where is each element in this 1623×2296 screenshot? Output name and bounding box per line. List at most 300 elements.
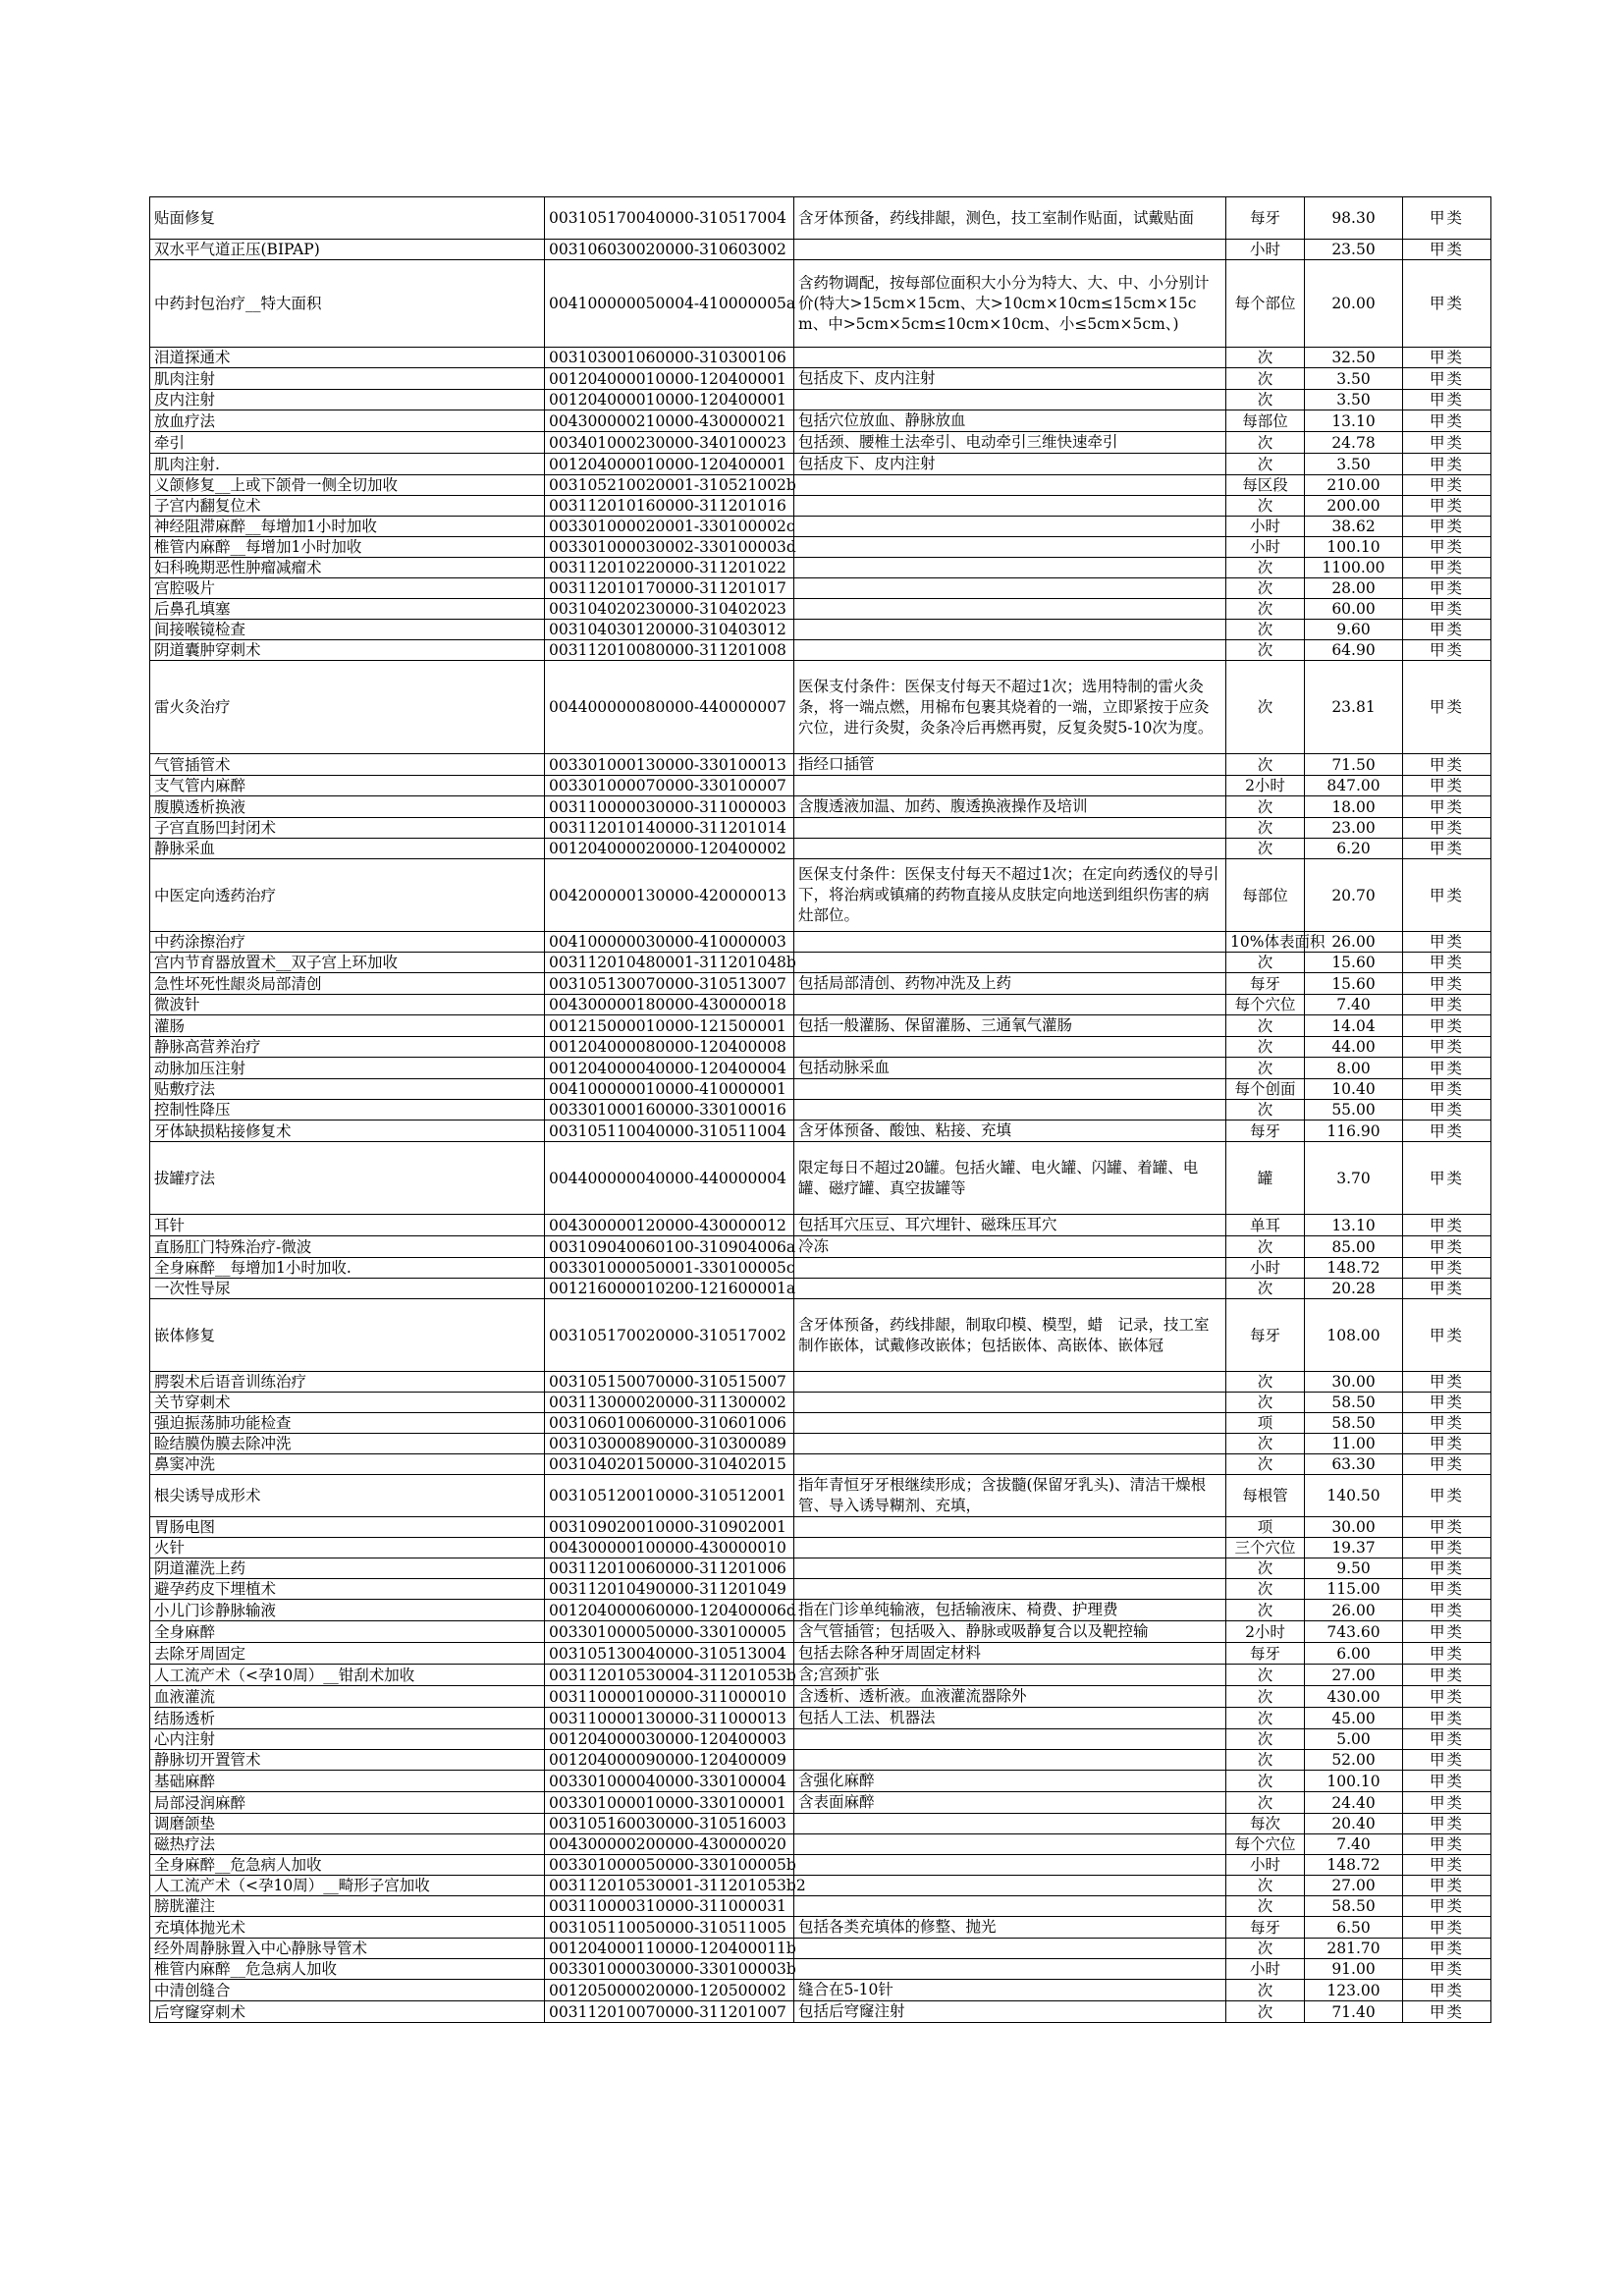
table-row xyxy=(150,859,1491,932)
item-category: 甲类 xyxy=(1403,537,1491,558)
item-unit: 2小时 xyxy=(1226,776,1305,796)
item-price: 430.00 xyxy=(1305,1686,1403,1708)
item-price: 123.00 xyxy=(1305,1980,1403,2001)
item-description xyxy=(794,640,1226,661)
item-category: 甲类 xyxy=(1403,1855,1491,1876)
item-description: 包括去除各种牙周固定材料 xyxy=(794,1643,1226,1665)
item-price: 20.28 xyxy=(1305,1279,1403,1299)
item-category: 甲类 xyxy=(1403,1258,1491,1279)
item-category: 甲类 xyxy=(1403,1279,1491,1299)
item-description xyxy=(794,240,1226,260)
item-price: 3.70 xyxy=(1305,1142,1403,1215)
item-price: 27.00 xyxy=(1305,1876,1403,1896)
item-name: 基础麻醉 xyxy=(150,1771,545,1792)
item-category: 甲类 xyxy=(1403,1454,1491,1475)
item-price: 5.00 xyxy=(1305,1729,1403,1750)
item-price: 100.10 xyxy=(1305,1771,1403,1792)
item-description: 含;宫颈扩张 xyxy=(794,1665,1226,1686)
item-code: 003105150070000-310515007 xyxy=(545,1372,794,1393)
item-name: 宫腔吸片 xyxy=(150,578,545,599)
item-name: 人工流产术（<孕10周）__畸形子宫加收 xyxy=(150,1876,545,1896)
item-category: 甲类 xyxy=(1403,1665,1491,1686)
item-price: 19.37 xyxy=(1305,1538,1403,1558)
item-description xyxy=(794,995,1226,1015)
item-code: 003112010490000-311201049 xyxy=(545,1579,794,1600)
item-category: 甲类 xyxy=(1403,1643,1491,1665)
item-code: 001204000060000-120400006d xyxy=(545,1600,794,1621)
item-price: 8.00 xyxy=(1305,1058,1403,1079)
item-category: 甲类 xyxy=(1403,1434,1491,1454)
item-code: 001204000010000-120400001 xyxy=(545,390,794,410)
item-category: 甲类 xyxy=(1403,1538,1491,1558)
item-code: 001204000090000-120400009 xyxy=(545,1750,794,1771)
table-row xyxy=(150,454,1491,475)
item-code: 003103001060000-310300106 xyxy=(545,348,794,368)
item-name: 椎管内麻醉__每增加1小时加收 xyxy=(150,537,545,558)
table-row xyxy=(150,754,1491,776)
fee-schedule-table xyxy=(149,196,1491,2023)
item-description xyxy=(794,1279,1226,1299)
item-description: 指经口插管 xyxy=(794,754,1226,776)
item-code: 001205000020000-120500002 xyxy=(545,1980,794,2001)
item-unit: 每部位 xyxy=(1226,410,1305,432)
table-row xyxy=(150,432,1491,454)
table-row xyxy=(150,1708,1491,1729)
item-price: 30.00 xyxy=(1305,1517,1403,1538)
item-code: 003113000020000-311300002 xyxy=(545,1393,794,1413)
item-description xyxy=(794,390,1226,410)
item-name: 雷火灸治疗 xyxy=(150,661,545,754)
table-row xyxy=(150,1279,1491,1299)
item-unit: 次 xyxy=(1226,1434,1305,1454)
item-name: 根尖诱导成形术 xyxy=(150,1475,545,1517)
table-row xyxy=(150,1558,1491,1579)
table-row xyxy=(150,776,1491,796)
item-description: 包括动脉采血 xyxy=(794,1058,1226,1079)
item-price: 58.50 xyxy=(1305,1413,1403,1434)
item-category: 甲类 xyxy=(1403,640,1491,661)
item-unit: 次 xyxy=(1226,1750,1305,1771)
item-unit: 每个部位 xyxy=(1226,260,1305,348)
item-unit: 次 xyxy=(1226,1558,1305,1579)
item-unit: 次 xyxy=(1226,953,1305,973)
item-name: 控制性降压 xyxy=(150,1100,545,1121)
item-unit: 次 xyxy=(1226,1037,1305,1058)
item-unit: 每个穴位 xyxy=(1226,1834,1305,1855)
item-description: 指在门诊单纯输液，包括输液床、椅费、护理费 xyxy=(794,1600,1226,1621)
item-category: 甲类 xyxy=(1403,599,1491,620)
table-row xyxy=(150,1579,1491,1600)
item-description xyxy=(794,599,1226,620)
item-category: 甲类 xyxy=(1403,454,1491,475)
table-row xyxy=(150,1729,1491,1750)
item-name: 放血疗法 xyxy=(150,410,545,432)
item-unit: 次 xyxy=(1226,1708,1305,1729)
item-category: 甲类 xyxy=(1403,1896,1491,1917)
item-unit: 次 xyxy=(1226,1876,1305,1896)
item-price: 9.50 xyxy=(1305,1558,1403,1579)
table-row xyxy=(150,1686,1491,1708)
item-description: 医保支付条件：医保支付每天不超过1次；在定向药透仪的导引下，将治病或镇痛的药物直接从皮肤定向地送到组织伤害的病灶部位。 xyxy=(794,859,1226,932)
item-code: 004100000050004-410000005a xyxy=(545,260,794,348)
item-name: 全身麻醉__危急病人加收 xyxy=(150,1855,545,1876)
item-code: 004300000200000-430000020 xyxy=(545,1834,794,1855)
item-price: 85.00 xyxy=(1305,1236,1403,1258)
item-category: 甲类 xyxy=(1403,1939,1491,1959)
item-code: 004400000080000-440000007 xyxy=(545,661,794,754)
item-unit: 次 xyxy=(1226,1454,1305,1475)
item-name: 阴道囊肿穿刺术 xyxy=(150,640,545,661)
item-category: 甲类 xyxy=(1403,1372,1491,1393)
item-price: 281.70 xyxy=(1305,1939,1403,1959)
item-price: 200.00 xyxy=(1305,496,1403,517)
item-code: 003105160030000-310516003 xyxy=(545,1814,794,1834)
item-description: 含药物调配，按每部位面积大小分为特大、大、中、小分别计价(特大>15cm×15cm、大>10cm×10cm≤15cm×15cm、中>5cm×5cm≤10cm×10cm、小≤5cm×5cm、) xyxy=(794,260,1226,348)
item-description: 含牙体预备，药线排龈，测色，技工室制作贴面，试戴贴面 xyxy=(794,197,1226,240)
table-row xyxy=(150,1980,1491,2001)
item-unit: 项 xyxy=(1226,1413,1305,1434)
item-category: 甲类 xyxy=(1403,754,1491,776)
item-price: 3.50 xyxy=(1305,390,1403,410)
table-row xyxy=(150,410,1491,432)
item-unit: 次 xyxy=(1226,1792,1305,1814)
item-name: 静脉高营养治疗 xyxy=(150,1037,545,1058)
item-code: 003112010480001-311201048b xyxy=(545,953,794,973)
table-row xyxy=(150,1771,1491,1792)
item-code: 003105130070000-310513007 xyxy=(545,973,794,995)
table-row xyxy=(150,953,1491,973)
item-code: 001215000010000-121500001 xyxy=(545,1015,794,1037)
item-name: 腭裂术后语音训练治疗 xyxy=(150,1372,545,1393)
item-category: 甲类 xyxy=(1403,517,1491,537)
item-description: 医保支付条件：医保支付每天不超过1次；选用特制的雷火灸条，将一端点燃，用棉布包裹其烧着的一端，立即紧按于应灸穴位，进行灸熨，灸条冷后再燃再熨，反复灸熨5-10次为度。 xyxy=(794,661,1226,754)
item-unit: 每根管 xyxy=(1226,1475,1305,1517)
item-price: 13.10 xyxy=(1305,410,1403,432)
item-unit: 次 xyxy=(1226,640,1305,661)
item-description xyxy=(794,1939,1226,1959)
item-description xyxy=(794,1517,1226,1538)
item-category: 甲类 xyxy=(1403,368,1491,390)
item-price: 24.78 xyxy=(1305,432,1403,454)
item-description: 含腹透液加温、加药、腹透换液操作及培训 xyxy=(794,796,1226,818)
item-code: 003301000050001-330100005c xyxy=(545,1258,794,1279)
item-price: 210.00 xyxy=(1305,475,1403,496)
item-price: 116.90 xyxy=(1305,1121,1403,1142)
item-code: 003301000160000-330100016 xyxy=(545,1100,794,1121)
item-name: 静脉采血 xyxy=(150,839,545,859)
item-category: 甲类 xyxy=(1403,1058,1491,1079)
item-price: 14.04 xyxy=(1305,1015,1403,1037)
item-unit: 次 xyxy=(1226,1939,1305,1959)
item-price: 20.70 xyxy=(1305,859,1403,932)
item-price: 23.50 xyxy=(1305,240,1403,260)
item-code: 003301000050000-330100005 xyxy=(545,1621,794,1643)
item-category: 甲类 xyxy=(1403,1413,1491,1434)
item-code: 003105170020000-310517002 xyxy=(545,1299,794,1372)
table-row xyxy=(150,1643,1491,1665)
item-price: 38.62 xyxy=(1305,517,1403,537)
item-price: 100.10 xyxy=(1305,537,1403,558)
table-row xyxy=(150,2001,1491,2023)
item-name: 强迫振荡肺功能检查 xyxy=(150,1413,545,1434)
item-category: 甲类 xyxy=(1403,1142,1491,1215)
item-code: 003112010170000-311201017 xyxy=(545,578,794,599)
item-unit: 次 xyxy=(1226,454,1305,475)
item-code: 004300000120000-430000012 xyxy=(545,1215,794,1236)
item-category: 甲类 xyxy=(1403,2001,1491,2023)
item-category: 甲类 xyxy=(1403,1079,1491,1100)
item-description: 含气管插管；包括吸入、静脉或吸静复合以及靶控输 xyxy=(794,1621,1226,1643)
item-description xyxy=(794,1959,1226,1980)
item-price: 60.00 xyxy=(1305,599,1403,620)
table-row xyxy=(150,1959,1491,1980)
item-name: 胃肠电图 xyxy=(150,1517,545,1538)
item-description xyxy=(794,1876,1226,1896)
table-row xyxy=(150,932,1491,953)
table-row xyxy=(150,1876,1491,1896)
item-description: 包括局部清创、药物冲洗及上药 xyxy=(794,973,1226,995)
item-code: 003112010530004-311201053b xyxy=(545,1665,794,1686)
item-code: 003401000230000-340100023 xyxy=(545,432,794,454)
item-description: 缝合在5-10针 xyxy=(794,1980,1226,2001)
item-code: 003112010060000-311201006 xyxy=(545,1558,794,1579)
item-price: 847.00 xyxy=(1305,776,1403,796)
item-category: 甲类 xyxy=(1403,776,1491,796)
table-row xyxy=(150,1037,1491,1058)
item-category: 甲类 xyxy=(1403,496,1491,517)
item-description xyxy=(794,620,1226,640)
item-name: 神经阻滞麻醉__每增加1小时加收 xyxy=(150,517,545,537)
table-row xyxy=(150,368,1491,390)
table-row xyxy=(150,558,1491,578)
item-description: 冷冻 xyxy=(794,1236,1226,1258)
item-unit: 小时 xyxy=(1226,517,1305,537)
item-category: 甲类 xyxy=(1403,1959,1491,1980)
item-unit: 次 xyxy=(1226,1686,1305,1708)
item-code: 003301000050000-330100005b xyxy=(545,1855,794,1876)
item-name: 肌肉注射. xyxy=(150,454,545,475)
item-unit: 罐 xyxy=(1226,1142,1305,1215)
item-price: 26.00 xyxy=(1305,932,1403,953)
item-category: 甲类 xyxy=(1403,796,1491,818)
item-price: 1100.00 xyxy=(1305,558,1403,578)
item-code: 004300000180000-430000018 xyxy=(545,995,794,1015)
item-description xyxy=(794,1393,1226,1413)
item-name: 全身麻醉__每增加1小时加收. xyxy=(150,1258,545,1279)
item-description: 含强化麻醉 xyxy=(794,1771,1226,1792)
item-name: 后穹窿穿刺术 xyxy=(150,2001,545,2023)
item-name: 拔罐疗法 xyxy=(150,1142,545,1215)
item-code: 001204000080000-120400008 xyxy=(545,1037,794,1058)
item-code: 003110000030000-311000003 xyxy=(545,796,794,818)
item-category: 甲类 xyxy=(1403,1393,1491,1413)
item-code: 003301000130000-330100013 xyxy=(545,754,794,776)
item-name: 中清创缝合 xyxy=(150,1980,545,2001)
item-category: 甲类 xyxy=(1403,240,1491,260)
item-price: 63.30 xyxy=(1305,1454,1403,1475)
item-description: 含表面麻醉 xyxy=(794,1792,1226,1814)
item-price: 15.60 xyxy=(1305,953,1403,973)
item-name: 牵引 xyxy=(150,432,545,454)
item-category: 甲类 xyxy=(1403,1814,1491,1834)
item-name: 直肠肛门特殊治疗-微波 xyxy=(150,1236,545,1258)
item-category: 甲类 xyxy=(1403,260,1491,348)
item-price: 28.00 xyxy=(1305,578,1403,599)
item-description xyxy=(794,776,1226,796)
item-description xyxy=(794,558,1226,578)
item-code: 003103000890000-310300089 xyxy=(545,1434,794,1454)
item-category: 甲类 xyxy=(1403,973,1491,995)
item-name: 子宫内翻复位术 xyxy=(150,496,545,517)
table-row xyxy=(150,240,1491,260)
item-code: 004100000030000-410000003 xyxy=(545,932,794,953)
item-name: 调磨颌垫 xyxy=(150,1814,545,1834)
item-price: 24.40 xyxy=(1305,1792,1403,1814)
item-code: 001204000010000-120400001 xyxy=(545,454,794,475)
item-category: 甲类 xyxy=(1403,1729,1491,1750)
item-unit: 次 xyxy=(1226,1058,1305,1079)
table-row xyxy=(150,995,1491,1015)
item-unit: 小时 xyxy=(1226,1258,1305,1279)
item-description: 包括耳穴压豆、耳穴埋针、磁珠压耳穴 xyxy=(794,1215,1226,1236)
item-code: 004200000130000-420000013 xyxy=(545,859,794,932)
item-name: 睑结膜伪膜去除冲洗 xyxy=(150,1434,545,1454)
table-row xyxy=(150,796,1491,818)
item-price: 18.00 xyxy=(1305,796,1403,818)
item-name: 后鼻孔填塞 xyxy=(150,599,545,620)
item-unit: 次 xyxy=(1226,2001,1305,2023)
item-description: 含透析、透析液。血液灌流器除外 xyxy=(794,1686,1226,1708)
item-category: 甲类 xyxy=(1403,818,1491,839)
item-name: 鼻窦冲洗 xyxy=(150,1454,545,1475)
item-unit: 小时 xyxy=(1226,240,1305,260)
item-category: 甲类 xyxy=(1403,1299,1491,1372)
item-name: 中药涂擦治疗 xyxy=(150,932,545,953)
item-name: 避孕药皮下埋植术 xyxy=(150,1579,545,1600)
item-description xyxy=(794,1750,1226,1771)
item-code: 003112010160000-311201016 xyxy=(545,496,794,517)
item-description xyxy=(794,1814,1226,1834)
table-row xyxy=(150,973,1491,995)
item-category: 甲类 xyxy=(1403,1215,1491,1236)
item-category: 甲类 xyxy=(1403,1015,1491,1037)
item-unit: 每牙 xyxy=(1226,1121,1305,1142)
table-row xyxy=(150,348,1491,368)
item-category: 甲类 xyxy=(1403,1771,1491,1792)
item-category: 甲类 xyxy=(1403,1686,1491,1708)
item-code: 001204000040000-120400004 xyxy=(545,1058,794,1079)
table-row xyxy=(150,1372,1491,1393)
table-row xyxy=(150,1100,1491,1121)
item-category: 甲类 xyxy=(1403,1037,1491,1058)
item-name: 义颌修复__上或下颌骨一侧全切加收 xyxy=(150,475,545,496)
table-row xyxy=(150,260,1491,348)
table-row xyxy=(150,1393,1491,1413)
item-code: 003301000030002-330100003d xyxy=(545,537,794,558)
item-price: 20.40 xyxy=(1305,1814,1403,1834)
table-row xyxy=(150,1215,1491,1236)
item-price: 6.00 xyxy=(1305,1643,1403,1665)
item-category: 甲类 xyxy=(1403,661,1491,754)
table-row xyxy=(150,1621,1491,1643)
table-row xyxy=(150,1538,1491,1558)
item-category: 甲类 xyxy=(1403,839,1491,859)
item-code: 003112010070000-311201007 xyxy=(545,2001,794,2023)
item-name: 静脉切开置管术 xyxy=(150,1750,545,1771)
item-name: 宫内节育器放置术__双子宫上环加收 xyxy=(150,953,545,973)
item-code: 004100000010000-410000001 xyxy=(545,1079,794,1100)
item-unit: 次 xyxy=(1226,754,1305,776)
item-name: 急性坏死性龈炎局部清创 xyxy=(150,973,545,995)
item-name: 贴敷疗法 xyxy=(150,1079,545,1100)
item-description: 含牙体预备，药线排龈，制取印模、模型，蜡 记录，技工室制作嵌体，试戴修改嵌体；包括嵌体、高嵌体、嵌体冠 xyxy=(794,1299,1226,1372)
table-row xyxy=(150,496,1491,517)
item-name: 腹膜透析换液 xyxy=(150,796,545,818)
item-description: 包括皮下、皮内注射 xyxy=(794,454,1226,475)
item-unit: 项 xyxy=(1226,1517,1305,1538)
item-description xyxy=(794,1834,1226,1855)
item-unit: 每牙 xyxy=(1226,197,1305,240)
table-row xyxy=(150,1434,1491,1454)
item-unit: 次 xyxy=(1226,1100,1305,1121)
item-code: 001204000020000-120400002 xyxy=(545,839,794,859)
item-name: 火针 xyxy=(150,1538,545,1558)
item-code: 003105170040000-310517004 xyxy=(545,197,794,240)
item-name: 充填体抛光术 xyxy=(150,1917,545,1939)
item-description xyxy=(794,1372,1226,1393)
item-price: 58.50 xyxy=(1305,1393,1403,1413)
item-description xyxy=(794,517,1226,537)
item-description: 限定每日不超过20罐。包括火罐、电火罐、闪罐、着罐、电罐、磁疗罐、真空拔罐等 xyxy=(794,1142,1226,1215)
item-description: 指年青恒牙牙根继续形成；含拔髓(保留牙乳头)、清洁干燥根管、导入诱导糊剂、充填， xyxy=(794,1475,1226,1517)
item-price: 55.00 xyxy=(1305,1100,1403,1121)
item-category: 甲类 xyxy=(1403,410,1491,432)
item-name: 人工流产术（<孕10周）__钳刮术加收 xyxy=(150,1665,545,1686)
item-price: 6.50 xyxy=(1305,1917,1403,1939)
item-price: 148.72 xyxy=(1305,1855,1403,1876)
item-code: 003105110040000-310511004 xyxy=(545,1121,794,1142)
item-unit: 每区段 xyxy=(1226,475,1305,496)
item-category: 甲类 xyxy=(1403,1917,1491,1939)
item-category: 甲类 xyxy=(1403,859,1491,932)
item-description xyxy=(794,1413,1226,1434)
item-name: 肌肉注射 xyxy=(150,368,545,390)
item-unit: 每牙 xyxy=(1226,1917,1305,1939)
item-price: 743.60 xyxy=(1305,1621,1403,1643)
item-unit: 次 xyxy=(1226,1896,1305,1917)
item-price: 27.00 xyxy=(1305,1665,1403,1686)
item-code: 003109020010000-310902001 xyxy=(545,1517,794,1538)
item-name: 膀胱灌注 xyxy=(150,1896,545,1917)
item-unit: 次 xyxy=(1226,796,1305,818)
table-row xyxy=(150,197,1491,240)
item-price: 115.00 xyxy=(1305,1579,1403,1600)
item-description: 包括颈、腰椎土法牵引、电动牵引三维快速牵引 xyxy=(794,432,1226,454)
item-unit: 次 xyxy=(1226,368,1305,390)
item-price: 58.50 xyxy=(1305,1896,1403,1917)
table-row xyxy=(150,537,1491,558)
item-code: 003301000070000-330100007 xyxy=(545,776,794,796)
item-code: 003105120010000-310512001 xyxy=(545,1475,794,1517)
item-price: 13.10 xyxy=(1305,1215,1403,1236)
item-category: 甲类 xyxy=(1403,953,1491,973)
item-category: 甲类 xyxy=(1403,1100,1491,1121)
item-price: 6.20 xyxy=(1305,839,1403,859)
item-price: 45.00 xyxy=(1305,1708,1403,1729)
item-category: 甲类 xyxy=(1403,1236,1491,1258)
item-code: 003110000310000-311000031 xyxy=(545,1896,794,1917)
table-row xyxy=(150,578,1491,599)
